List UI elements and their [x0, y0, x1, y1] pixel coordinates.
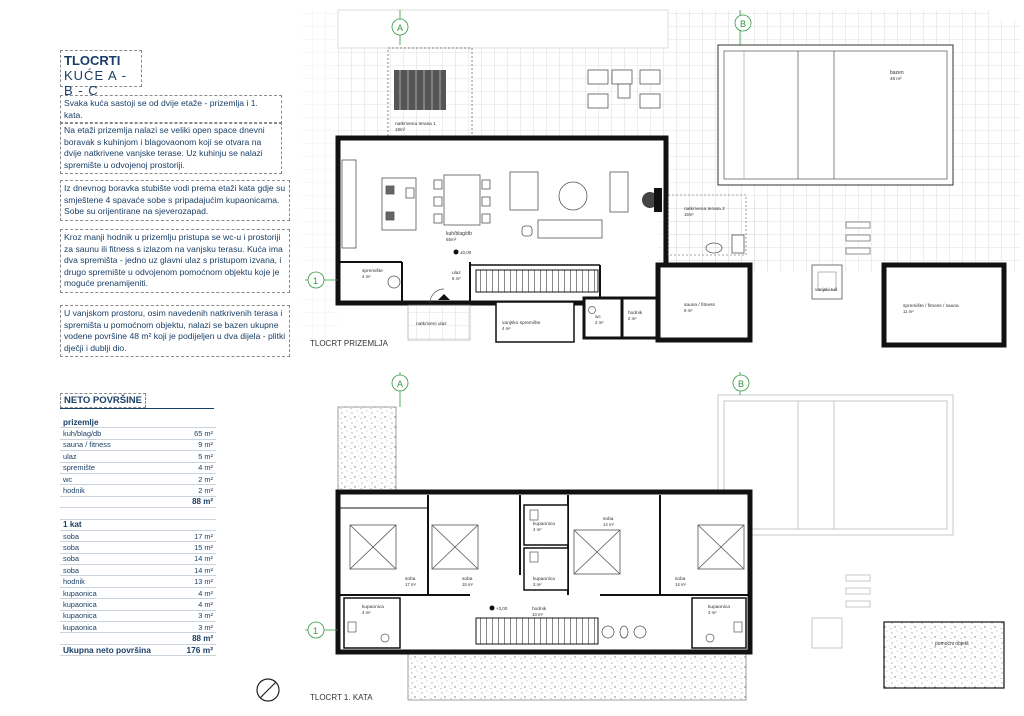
svg-text:B: B	[738, 379, 745, 389]
svg-text:13 m²: 13 m²	[532, 612, 543, 617]
svg-text:kupaonica: kupaonica	[533, 577, 555, 582]
svg-text:kupaonica: kupaonica	[708, 605, 730, 610]
gravel-roof-bottom	[408, 652, 746, 700]
dining-table-outdoor	[394, 70, 446, 110]
section-marker-1-ground	[308, 272, 324, 288]
svg-text:14 m²: 14 m²	[603, 522, 614, 527]
svg-text:natkrivena terasa 1: natkrivena terasa 1	[395, 122, 436, 127]
svg-text:1: 1	[313, 276, 319, 286]
svg-text:4 m²: 4 m²	[502, 326, 511, 331]
table-row: soba 14 m²	[60, 553, 216, 564]
svg-text:hodnik: hodnik	[628, 311, 643, 316]
svg-text:hodnik: hodnik	[532, 607, 547, 612]
table-row: kuh/blag/db 65 m²	[60, 428, 216, 439]
table-row: spremište 4 m²	[60, 462, 216, 473]
svg-text:65m²: 65m²	[446, 237, 457, 242]
svg-text:ulaz: ulaz	[452, 271, 461, 276]
living-label: kuh/blag/db	[446, 231, 472, 237]
table-row: soba 14 m²	[60, 565, 216, 576]
svg-text:±0,00: ±0,00	[460, 250, 472, 255]
outdoor-shower	[812, 265, 842, 299]
net-area-title: NETO POVRŠINE	[60, 393, 146, 408]
ground-plan-caption: TLOCRT PRIZEMLJA	[310, 339, 388, 348]
svg-text:4 m²: 4 m²	[362, 610, 371, 615]
svg-text:vanjski tuš: vanjski tuš	[815, 288, 838, 293]
svg-text:soba: soba	[603, 517, 614, 522]
ground-stair	[476, 270, 598, 292]
svg-text:18m²: 18m²	[395, 127, 406, 132]
ground-floor-header: prizemlje	[60, 417, 216, 428]
svg-text:+3,00: +3,00	[496, 606, 508, 611]
living-furniture	[510, 172, 628, 238]
svg-text:natkriveni ulaz: natkriveni ulaz	[416, 322, 447, 327]
svg-text:pomoćni objekt: pomoćni objekt	[935, 641, 969, 647]
svg-text:kupaonica: kupaonica	[533, 522, 555, 527]
section-marker-b-first	[733, 375, 749, 391]
svg-text:soba: soba	[462, 577, 473, 582]
section-marker-a-ground	[392, 19, 408, 35]
table-row: kupaonica 4 m²	[60, 587, 216, 598]
page-title: TLOCRTI	[64, 53, 121, 68]
svg-text:3 m²: 3 m²	[708, 610, 717, 615]
svg-text:15 m²: 15 m²	[462, 582, 473, 587]
north-arrow-icon	[257, 679, 279, 701]
page-subtitle: KUĆE A - B - C	[64, 68, 127, 98]
pool	[718, 45, 953, 185]
description-paragraph-2: Na etaži prizemlja nalazi se veliki open space dnevni boravak s kuhinjom i blagovaonom koji se otvara na dvije natkrivene vanjske terase. Uz kuhinju se nalazi spremište u odvojenoj prostoriji.	[60, 122, 282, 174]
section-marker-b-ground	[735, 15, 751, 31]
svg-text:9 m²: 9 m²	[684, 308, 693, 313]
table-row: kupaonica 4 m²	[60, 599, 216, 610]
svg-text:A: A	[397, 23, 404, 33]
svg-text:soba: soba	[675, 577, 686, 582]
section-marker-1-first	[308, 622, 324, 638]
bathroom-3	[524, 548, 568, 590]
svg-text:kupaonica: kupaonica	[362, 605, 384, 610]
svg-text:A: A	[397, 379, 404, 389]
kitchen	[342, 160, 416, 248]
svg-text:11 m²: 11 m²	[903, 309, 914, 314]
table-row: kupaonica 3 m²	[60, 610, 216, 621]
ground-floor-plan	[302, 10, 1020, 350]
table-row: soba 17 m²	[60, 530, 216, 541]
svg-text:14 m²: 14 m²	[675, 582, 686, 587]
first-floor-header: 1 kat	[60, 519, 216, 530]
svg-text:3 m²: 3 m²	[533, 582, 542, 587]
table-row: ulaz 5 m²	[60, 451, 216, 462]
svg-text:4 m²: 4 m²	[533, 527, 542, 532]
hall-chairs	[602, 626, 646, 638]
svg-text:spremište: spremište	[362, 269, 383, 274]
first-stair	[476, 618, 598, 644]
svg-text:4 m²: 4 m²	[362, 274, 371, 279]
ground-total-row: 88 m²	[60, 496, 216, 507]
description-paragraph-4: Kroz manji hodnik u prizemlju pristupa se wc-u i prostoriji za saunu ili fitness s izlazom na vanjsku terasu. Kuća ima dva spremišta - jedno uz glavni ulaz s pristupom izvana, i drugo spremište u odvojenom pomoćnom objektu koje je moguće prenamijeniti.	[60, 229, 290, 293]
svg-text:spremište / fitness / sauna: spremište / fitness / sauna	[903, 304, 959, 309]
svg-text:vanjsko spremište: vanjsko spremište	[502, 321, 541, 326]
table-row: sauna / fitness 9 m²	[60, 439, 216, 450]
first-plan-caption: TLOCRT 1. KATA	[310, 693, 373, 702]
table-row: wc 2 m²	[60, 473, 216, 484]
svg-text:soba: soba	[405, 577, 416, 582]
table-row: hodnik 2 m²	[60, 485, 216, 496]
pool-label: bazen	[890, 70, 904, 76]
gravel-roof-left	[338, 407, 396, 492]
svg-text:sauna / fitness: sauna / fitness	[684, 303, 715, 308]
wc	[584, 298, 622, 338]
dining-table	[434, 175, 490, 225]
svg-text:48 m²: 48 m²	[890, 76, 902, 81]
table-row: hodnik 13 m²	[60, 576, 216, 587]
svg-text:2 m²: 2 m²	[628, 316, 637, 321]
svg-text:1: 1	[313, 626, 319, 636]
description-paragraph-3: Iz dnevnog boravka stubište vodi prema etaži kata gdje su smještene 4 spavaće sobe s pripadajućim kupaonicama. Sobe su orijentirane na sjeverozapad.	[60, 180, 290, 221]
svg-text:wc: wc	[595, 315, 601, 320]
svg-text:natkrivena terasa 2: natkrivena terasa 2	[684, 207, 725, 212]
svg-text:2 m²: 2 m²	[595, 320, 604, 325]
svg-text:B: B	[740, 19, 747, 29]
table-row: kupaonica 3 m²	[60, 622, 216, 633]
svg-text:17 m²: 17 m²	[405, 582, 416, 587]
description-paragraph-5: U vanjskom prostoru, osim navedenih natkrivenih terasa i spremišta u pomoćnom objektu, nalazi se bazen ukupne vodene površine 48 m² koji je podijeljen u dva dijela - plitki dječji i dublji dio.	[60, 305, 290, 357]
svg-text:18m²: 18m²	[684, 212, 694, 217]
first-total-row: 88 m²	[60, 633, 216, 644]
aux-building-roof	[884, 622, 1004, 688]
grand-total-row: Ukupna neto površina 176 m²	[60, 644, 216, 655]
svg-text:5 m²: 5 m²	[452, 276, 461, 281]
table-row: soba 15 m²	[60, 542, 216, 553]
first-floor-plan	[257, 372, 1004, 702]
description-paragraph-1: Svaka kuća sastoji se od dvije etaže - prizemlja i 1. kata.	[60, 95, 282, 124]
section-marker-a-first	[392, 375, 408, 391]
